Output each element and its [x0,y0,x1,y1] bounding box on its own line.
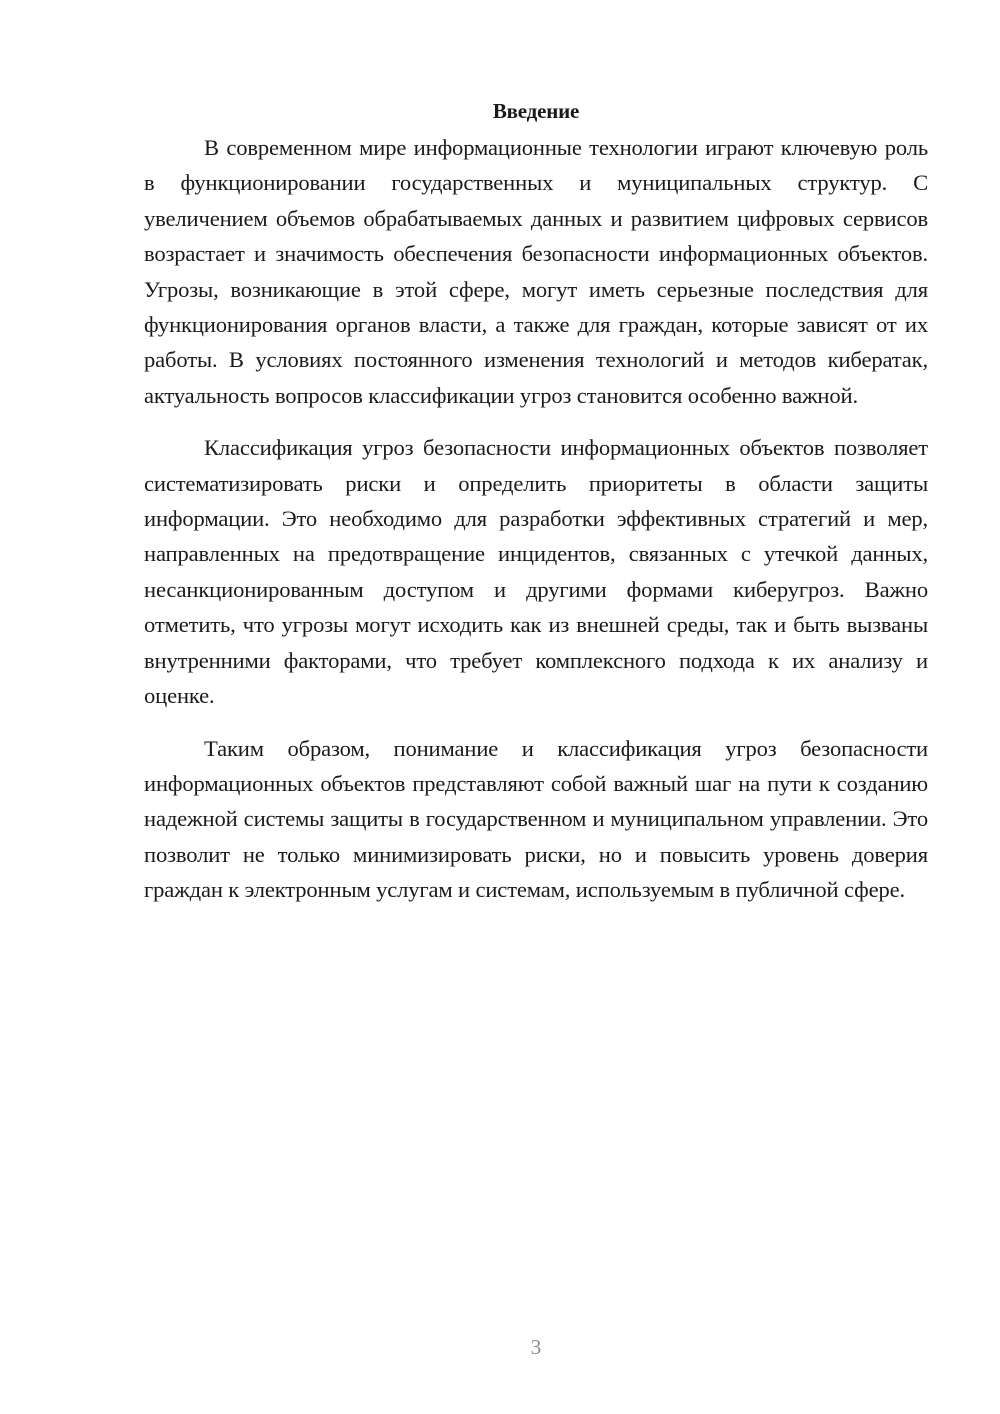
paragraph-1: В современном мире информационные технологии играют ключевую роль в функционировании государственных и муниципальных структур. С увеличением объемов обрабатываемых данных и развитием цифровых сервисов возрастает и значимость обеспечения безопасности информационных объектов. Угрозы, возникающие в этой сфере, могут иметь серьезные последствия для функционирования органов власти, а также для граждан, которые зависят от их работы. В условиях постоянного изменения технологий и методов кибератак, актуальность вопросов классификации угроз становится особенно важной. [144,135,928,408]
section-heading: Введение [492,99,580,123]
paragraph-2: Классификация угроз безопасности информационных объектов позволяет систематизировать риски и определить приоритеты в области защиты информации. Это необходимо для разработки эффективных стратегий и мер, направленных на предотвращение инцидентов, связанных с утечкой данных, несанкционированным доступом и другими формами киберугроз. Важно отметить, что угрозы могут исходить как из внешней среды, так и быть вызваны внутренними факторами, что требует комплексного подхода к их анализу и оценке. [144,435,928,709]
page-content [144,96,928,908]
page-number: 3 [530,1335,542,1359]
paragraph-3: Таким образом, понимание и классификация угроз безопасности информационных объектов представляют собой важный шаг на пути к созданию надежной системы защиты в государственном и муниципальном управлении. Это позволит не только минимизировать риски, но и повысить уровень доверия граждан к электронным услугам и системам, используемым в публичной сфере. [144,735,928,903]
